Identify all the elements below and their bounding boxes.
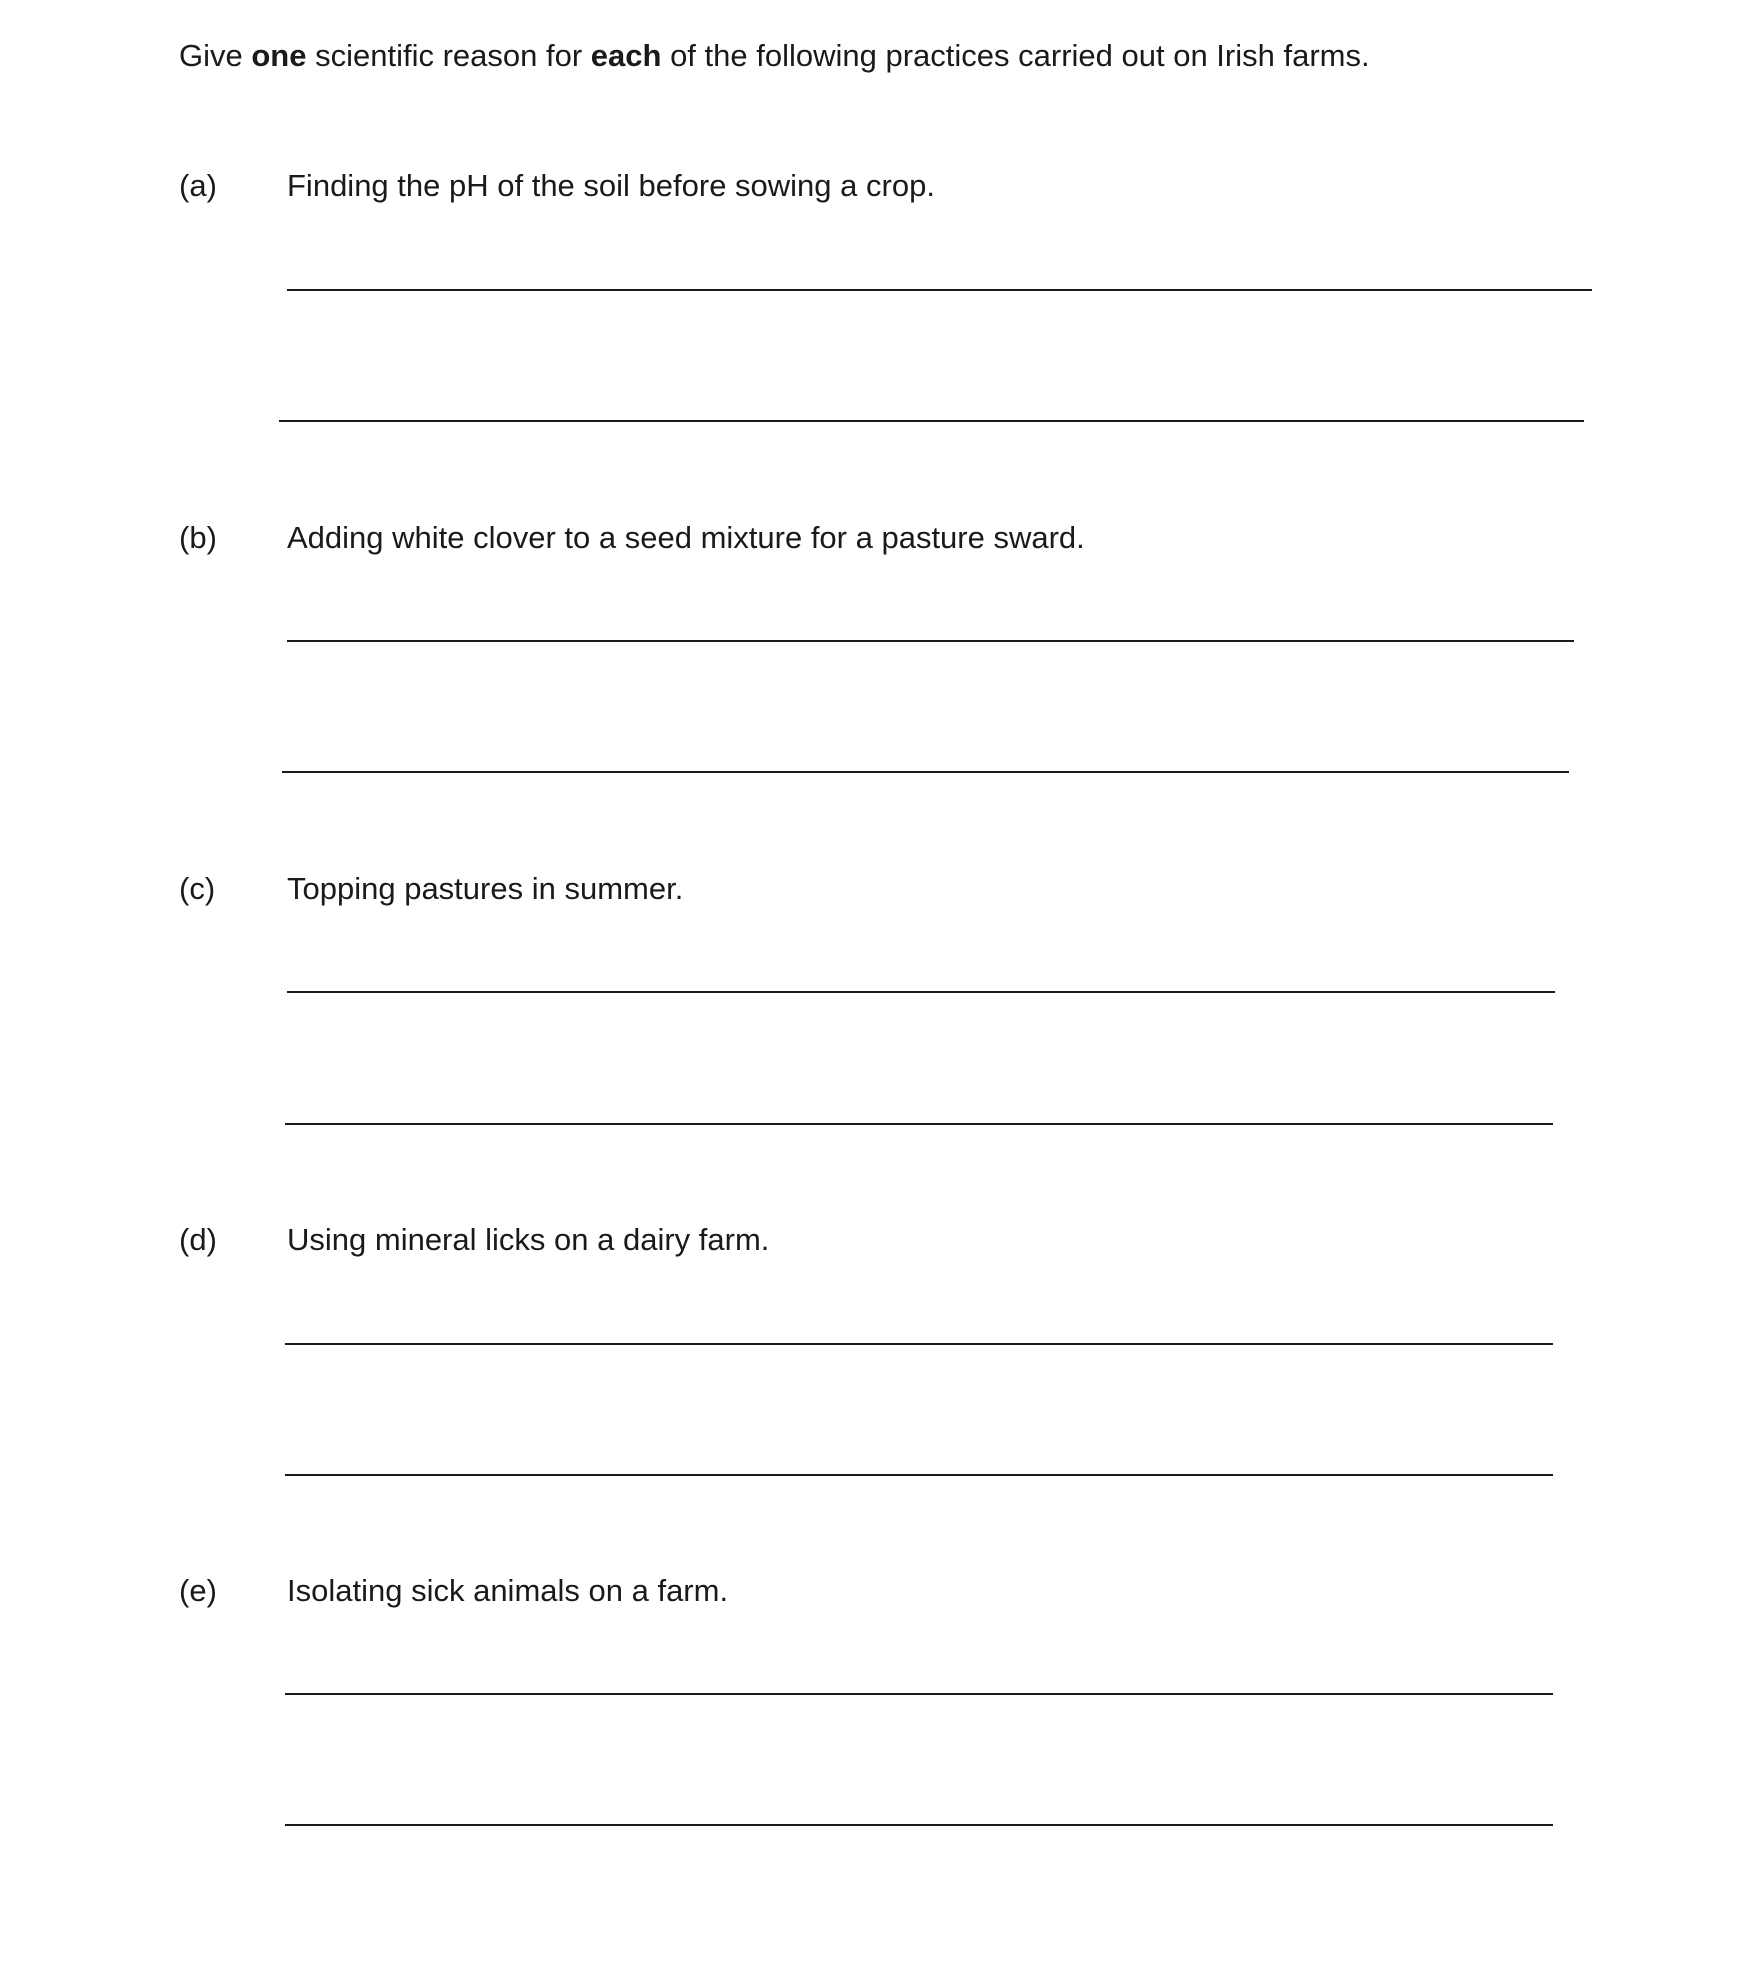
question-label: (c) [179, 871, 216, 906]
answer-line-a2[interactable] [279, 420, 1584, 422]
answer-line-b1[interactable] [287, 640, 1574, 642]
question-b [0, 518, 1756, 558]
instruction-emphasis-one: one [251, 38, 307, 73]
question-c [0, 869, 1756, 909]
question-text: Topping pastures in summer. [287, 871, 684, 906]
question-text: Finding the pH of the soil before sowing a crop. [287, 168, 935, 203]
question-label: (e) [179, 1573, 217, 1608]
question-text: Adding white clover to a seed mixture for a pasture sward. [287, 520, 1085, 555]
question-label: (d) [179, 1222, 217, 1257]
question-text: Isolating sick animals on a farm. [287, 1573, 729, 1608]
question-text: Using mineral licks on a dairy farm. [287, 1222, 770, 1257]
question-a [0, 166, 1756, 206]
instruction-suffix: of the following practices carried out on Irish farms. [661, 38, 1370, 73]
question-label: (a) [179, 168, 217, 203]
instruction-prefix: Give [179, 38, 252, 73]
answer-line-c2[interactable] [285, 1123, 1553, 1125]
answer-line-d2[interactable] [285, 1474, 1553, 1476]
answer-line-b2[interactable] [282, 771, 1569, 773]
instruction-emphasis-each: each [590, 38, 662, 73]
answer-line-e2[interactable] [285, 1824, 1553, 1826]
instruction-text [179, 36, 1370, 76]
answer-line-c1[interactable] [287, 991, 1555, 993]
answer-line-a1[interactable] [287, 289, 1592, 291]
instruction-middle: scientific reason for [306, 38, 591, 73]
answer-line-d1[interactable] [285, 1343, 1553, 1345]
question-d [0, 1220, 1756, 1260]
question-label: (b) [179, 520, 217, 555]
answer-line-e1[interactable] [285, 1693, 1553, 1695]
question-e [0, 1571, 1756, 1611]
